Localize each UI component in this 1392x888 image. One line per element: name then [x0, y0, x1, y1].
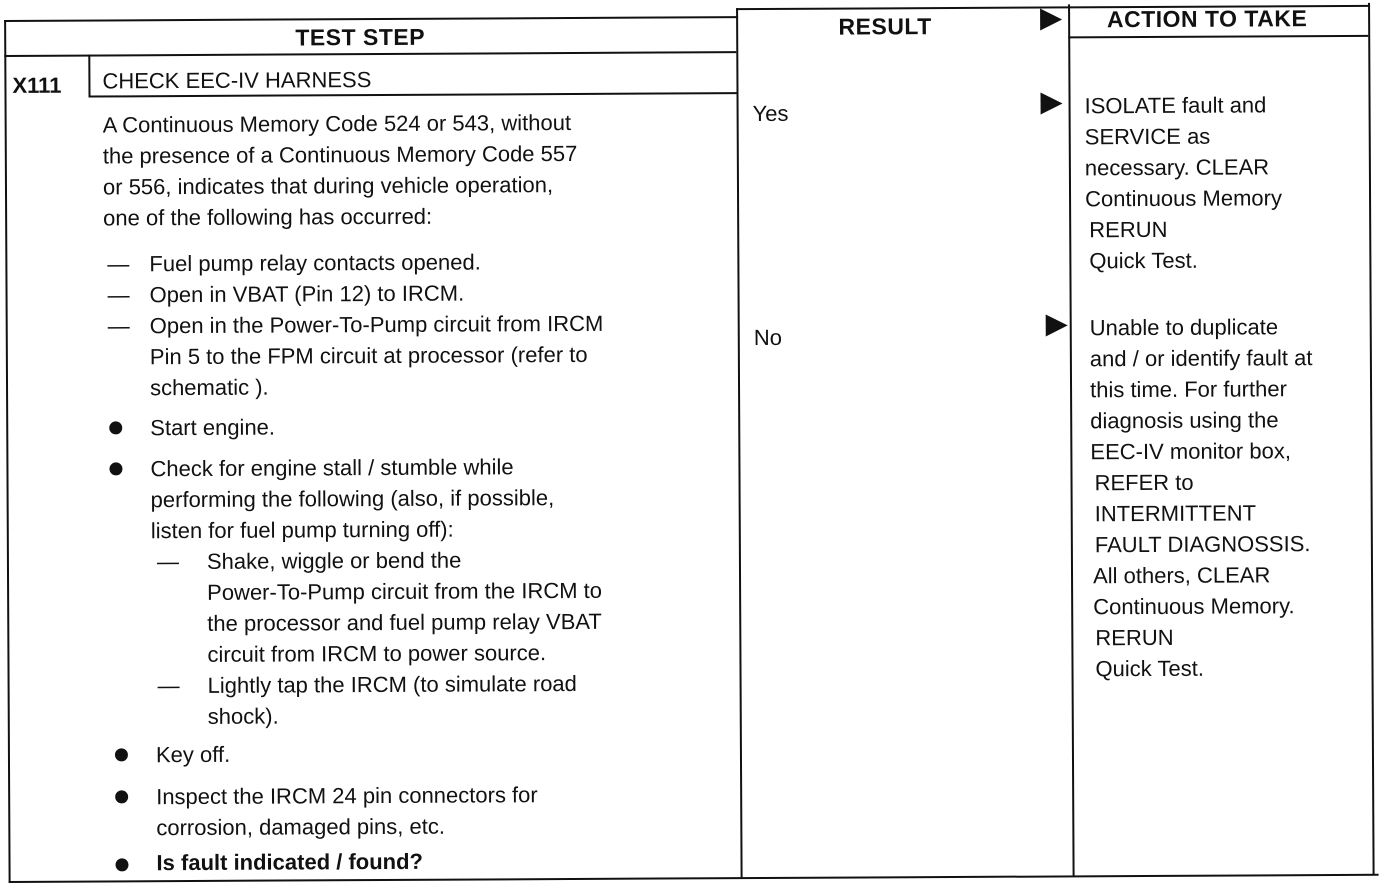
action-yes-line-2: SERVICE as — [1084, 123, 1211, 150]
header-divider-right — [1068, 35, 1368, 39]
condition-1: Fuel pump relay contacts opened. — [149, 249, 481, 277]
bullet-icon — [115, 790, 128, 803]
step-id: X111 — [12, 72, 62, 98]
intro-line-2: the presence of a Continuous Memory Code 557 — [102, 140, 578, 169]
intro-line-3: or 556, indicates that during vehicle operation, — [102, 172, 554, 200]
action-yes-line-1: ISOLATE fault and — [1084, 92, 1267, 119]
sub-step-2-line-1: Lightly tap the IRCM (to simulate road — [207, 670, 577, 698]
sub-step-1-line-3: the processor and fuel pump relay VBAT — [207, 608, 602, 636]
dash-icon: — — [107, 282, 130, 308]
condition-3-line-1: Open in the Power-To-Pump circuit from IRCM — [149, 310, 604, 339]
question: Is fault indicated / found? — [156, 848, 424, 876]
condition-3-line-2: Pin 5 to the FPM circuit at processor (refer to — [149, 341, 588, 370]
action-no-line-11: RERUN — [1095, 624, 1174, 651]
bullet-icon — [109, 462, 122, 475]
result-yes: Yes — [752, 100, 789, 127]
header-result: RESULT — [838, 13, 932, 40]
bullet-key-off: Key off. — [155, 741, 231, 768]
result-no: No — [753, 324, 782, 351]
action-no-line-4: diagnosis using the — [1090, 407, 1279, 434]
condition-2: Open in VBAT (Pin 12) to IRCM. — [149, 280, 465, 308]
header-divider-left — [4, 51, 736, 57]
action-no-line-1: Unable to duplicate — [1089, 314, 1279, 341]
sub-step-1-line-2: Power-To-Pump circuit from the IRCM to — [207, 577, 603, 605]
bullet-icon — [109, 421, 122, 434]
dash-icon: — — [107, 251, 130, 277]
intro-line-4: one of the following has occurred: — [103, 203, 433, 231]
header-test-step: TEST STEP — [295, 23, 426, 51]
bullet-icon — [115, 858, 128, 871]
step-title: CHECK EEC-IV HARNESS — [102, 67, 372, 94]
arrow-icon — [1046, 314, 1068, 336]
arrow-icon — [1040, 92, 1062, 114]
check-line-2: performing the following (also, if possible, — [150, 485, 555, 513]
action-yes-line-6: Quick Test. — [1089, 247, 1198, 274]
action-no-line-3: this time. For further — [1089, 376, 1287, 403]
action-yes-line-3: necessary. CLEAR — [1084, 154, 1270, 181]
action-yes-line-5: RERUN — [1089, 216, 1168, 243]
test-step-result-divider — [736, 8, 743, 878]
step-id-divider — [88, 55, 90, 98]
action-no-line-7: INTERMITTENT — [1094, 500, 1257, 527]
action-yes-line-4: Continuous Memory — [1084, 185, 1282, 212]
header-arrow-icon — [1040, 8, 1062, 30]
action-no-line-6: REFER to — [1094, 469, 1194, 496]
dash-icon: — — [157, 673, 180, 699]
action-no-line-12: Quick Test. — [1095, 655, 1205, 682]
check-line-1: Check for engine stall / stumble while — [150, 454, 514, 482]
table-top-border — [4, 16, 738, 22]
sub-step-1-line-4: circuit from IRCM to power source. — [207, 640, 547, 667]
header-action: ACTION TO TAKE — [1106, 5, 1308, 33]
bullet-icon — [115, 748, 128, 761]
check-line-3: listen for fuel pump turning off): — [150, 516, 454, 544]
table-left-border — [4, 20, 11, 883]
table-right-border — [1368, 3, 1375, 875]
dash-icon: — — [107, 313, 130, 339]
inspect-line-1: Inspect the IRCM 24 pin connectors for — [156, 782, 538, 810]
action-no-line-9: All others, CLEAR — [1092, 562, 1271, 589]
inspect-line-2: corrosion, damaged pins, etc. — [156, 813, 446, 841]
sub-step-2-line-2: shock). — [207, 703, 279, 729]
dash-icon: — — [156, 549, 180, 575]
bullet-start-engine: Start engine. — [150, 414, 276, 441]
action-no-line-5: EEC-IV monitor box, — [1090, 438, 1291, 465]
condition-3-line-3: schematic ). — [149, 374, 269, 401]
result-action-divider — [1068, 4, 1075, 876]
action-no-line-2: and / or identify fault at — [1089, 345, 1313, 372]
action-no-line-10: Continuous Memory. — [1093, 593, 1295, 620]
action-no-line-8: FAULT DIAGNOSSIS. — [1094, 531, 1311, 558]
sub-step-1-line-1: Shake, wiggle or bend the — [206, 547, 462, 574]
intro-line-1: A Continuous Memory Code 524 or 543, without — [102, 110, 572, 138]
